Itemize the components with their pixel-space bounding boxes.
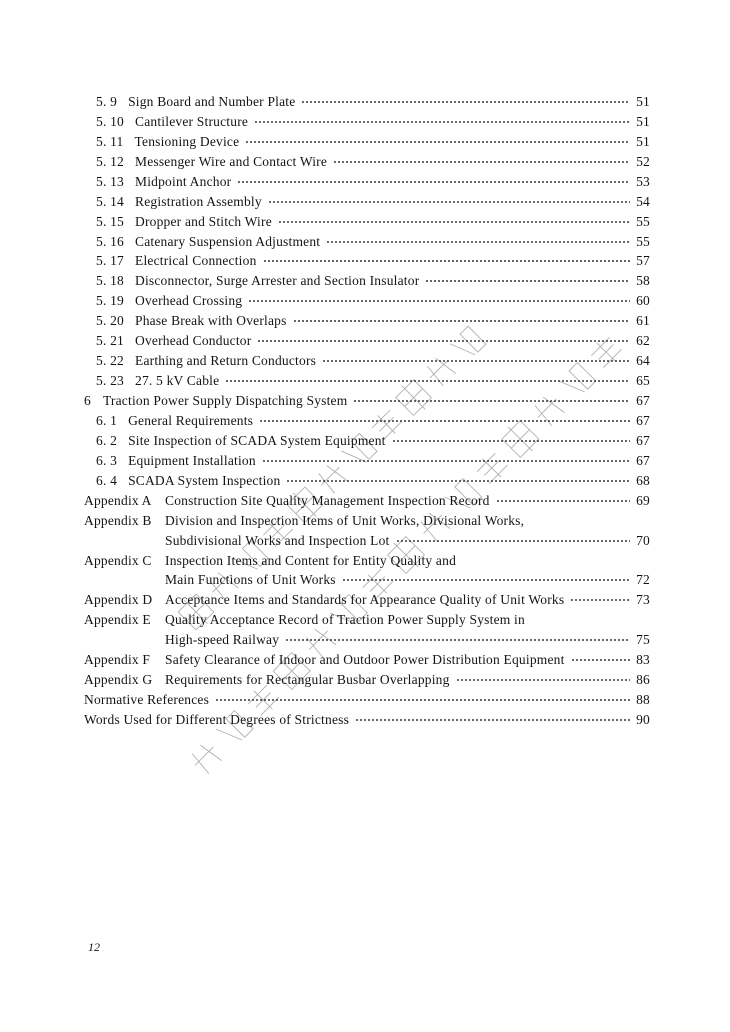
section-number: Appendix D	[84, 592, 153, 608]
section-number: 6. 4	[96, 472, 118, 488]
leader-dots	[254, 119, 630, 125]
toc-entry	[84, 132, 650, 152]
page-ref: 55	[636, 213, 650, 229]
section-number: 5. 20	[96, 313, 124, 329]
leader-dots	[262, 458, 630, 464]
section-number: 5. 23	[96, 373, 124, 389]
toc-entry	[84, 232, 650, 252]
leader-dots	[355, 717, 630, 723]
page-ref: 67	[636, 393, 650, 409]
section-number: 5. 15	[96, 213, 124, 229]
leader-dots	[353, 398, 630, 404]
page-ref: 67	[636, 432, 650, 448]
toc-entry	[84, 192, 650, 212]
leader-dots	[570, 597, 630, 603]
entry-title: Dropper and Stitch Wire	[135, 213, 272, 229]
toc-entry	[84, 212, 650, 232]
toc-entry	[84, 491, 650, 511]
toc-entry	[84, 431, 650, 451]
entry-title: SCADA System Inspection	[128, 472, 281, 488]
entry-title: Safety Clearance of Indoor and Outdoor Power Distribution Equipment	[165, 652, 565, 668]
entry-title: Overhead Conductor	[135, 333, 252, 349]
section-number: 5. 21	[96, 333, 124, 349]
section-number: 5. 19	[96, 293, 124, 309]
toc-entry	[84, 331, 650, 351]
entry-title: Equipment Installation	[128, 452, 256, 468]
toc-entry	[84, 511, 650, 531]
leader-dots	[257, 338, 630, 344]
toc-entry	[84, 271, 650, 291]
entry-title: Requirements for Rectangular Busbar Overlapping	[165, 672, 450, 688]
toc-entry	[84, 710, 650, 730]
section-number: Appendix A	[84, 492, 152, 508]
entry-title: Division and Inspection Items of Unit Works, Divisional Works,	[165, 512, 525, 528]
page-ref: 53	[636, 173, 650, 189]
table-of-contents	[84, 92, 650, 730]
page-ref: 61	[636, 313, 650, 329]
page-ref: 69	[636, 492, 650, 508]
page-ref: 88	[636, 692, 650, 708]
leader-dots	[215, 697, 630, 703]
page-ref: 54	[636, 193, 650, 209]
entry-title: Cantilever Structure	[135, 113, 249, 129]
toc-entry	[84, 112, 650, 132]
entry-title-continued: Subdivisional Works and Inspection Lot	[165, 532, 390, 548]
toc-entry	[84, 311, 650, 331]
leader-dots	[259, 418, 630, 424]
leader-dots	[248, 298, 630, 304]
toc-entry	[84, 590, 650, 610]
page-ref: 83	[636, 652, 650, 668]
page-ref: 65	[636, 373, 650, 389]
toc-entry	[84, 92, 650, 112]
section-number: 6. 1	[96, 412, 118, 428]
page-ref: 72	[636, 572, 650, 588]
entry-title: Acceptance Items and Standards for Appearance Quality of Unit Works	[165, 592, 565, 608]
leader-dots	[333, 159, 630, 165]
leader-dots	[268, 199, 630, 205]
leader-dots	[322, 358, 630, 364]
leader-dots	[293, 318, 630, 324]
toc-entry	[84, 291, 650, 311]
toc-entry	[84, 650, 650, 670]
section-number: 5. 9	[96, 93, 118, 109]
leader-dots	[456, 677, 630, 683]
entry-title-continued: High-speed Railway	[165, 632, 280, 648]
page-ref: 58	[636, 273, 650, 289]
leader-dots	[286, 478, 630, 484]
leader-dots	[225, 378, 630, 384]
entry-title: Catenary Suspension Adjustment	[135, 233, 321, 249]
entry-title: Midpoint Anchor	[135, 173, 232, 189]
toc-entry	[84, 252, 650, 272]
section-number: 5. 11	[96, 133, 124, 149]
section-number: Appendix G	[84, 672, 153, 688]
toc-entry	[84, 152, 650, 172]
section-number: 5. 17	[96, 253, 124, 269]
section-number: Appendix F	[84, 652, 151, 668]
toc-entry	[84, 670, 650, 690]
watermark-glyph	[188, 740, 225, 777]
entry-title: Words Used for Different Degrees of Strictness	[84, 712, 350, 728]
toc-entry	[84, 471, 650, 491]
page-number: 12	[88, 940, 100, 954]
page-ref: 90	[636, 712, 650, 728]
page-ref: 62	[636, 333, 650, 349]
leader-dots	[237, 179, 630, 185]
leader-dots	[285, 637, 630, 643]
section-number: 6. 3	[96, 452, 118, 468]
page-ref: 55	[636, 233, 650, 249]
toc-entry	[84, 451, 650, 471]
page-ref: 51	[636, 113, 650, 129]
page-ref: 67	[636, 452, 650, 468]
leader-dots	[278, 219, 630, 225]
section-number: 6. 2	[96, 432, 118, 448]
entry-title: Messenger Wire and Contact Wire	[135, 153, 328, 169]
section-number: 5. 22	[96, 353, 124, 369]
entry-title: General Requirements	[128, 412, 254, 428]
entry-title: Normative References	[84, 692, 210, 708]
section-number: Appendix C	[84, 552, 152, 568]
page-ref: 86	[636, 672, 650, 688]
page-ref: 68	[636, 472, 650, 488]
toc-entry	[84, 690, 650, 710]
page-ref: 73	[636, 592, 650, 608]
toc-entry	[84, 551, 650, 571]
toc-entry	[84, 371, 650, 391]
section-number: Appendix B	[84, 512, 152, 528]
section-number: Appendix E	[84, 612, 151, 628]
entry-title-continued: Main Functions of Unit Works	[165, 572, 336, 588]
entry-title: Earthing and Return Conductors	[135, 353, 317, 369]
entry-title: Electrical Connection	[135, 253, 257, 269]
section-number: 5. 13	[96, 173, 124, 189]
section-number: 5. 14	[96, 193, 124, 209]
entry-title: 27. 5 kV Cable	[135, 373, 220, 389]
page-ref: 51	[636, 133, 650, 149]
entry-title: Phase Break with Overlaps	[135, 313, 287, 329]
page-ref: 75	[636, 632, 650, 648]
page-ref: 67	[636, 412, 650, 428]
entry-title: Overhead Crossing	[135, 293, 243, 309]
entry-title: Site Inspection of SCADA System Equipment	[128, 432, 386, 448]
leader-dots	[396, 538, 631, 544]
section-number: 6	[84, 393, 91, 409]
page-ref: 52	[636, 153, 650, 169]
leader-dots	[496, 498, 630, 504]
leader-dots	[342, 577, 630, 583]
toc-entry-continuation	[84, 531, 650, 551]
section-number: 5. 16	[96, 233, 124, 249]
toc-entry	[84, 610, 650, 630]
toc-entry-continuation	[84, 630, 650, 650]
section-number: 5. 12	[96, 153, 124, 169]
leader-dots	[392, 438, 630, 444]
entry-title: Registration Assembly	[135, 193, 262, 209]
leader-dots	[263, 258, 630, 264]
page-ref: 70	[636, 532, 650, 548]
entry-title: Sign Board and Number Plate	[128, 93, 296, 109]
entry-title: Inspection Items and Content for Entity Quality and	[165, 552, 457, 568]
leader-dots	[326, 239, 630, 245]
toc-entry	[84, 172, 650, 192]
section-number: 5. 10	[96, 113, 124, 129]
leader-dots	[571, 657, 630, 663]
entry-title: Construction Site Quality Management Inspection Record	[165, 492, 490, 508]
entry-title: Tensioning Device	[134, 133, 240, 149]
leader-dots	[301, 99, 630, 105]
toc-entry	[84, 391, 650, 411]
entry-title: Disconnector, Surge Arrester and Section Insulator	[135, 273, 420, 289]
toc-entry	[84, 351, 650, 371]
leader-dots	[425, 278, 630, 284]
page-ref: 51	[636, 93, 650, 109]
page-ref: 57	[636, 253, 650, 269]
toc-entry	[84, 411, 650, 431]
entry-title: Quality Acceptance Record of Traction Power Supply System in	[165, 612, 525, 628]
entry-title: Traction Power Supply Dispatching System	[102, 393, 348, 409]
page-ref: 60	[636, 293, 650, 309]
toc-entry-continuation	[84, 571, 650, 591]
page-ref: 64	[636, 353, 650, 369]
section-number: 5. 18	[96, 273, 124, 289]
leader-dots	[245, 139, 630, 145]
